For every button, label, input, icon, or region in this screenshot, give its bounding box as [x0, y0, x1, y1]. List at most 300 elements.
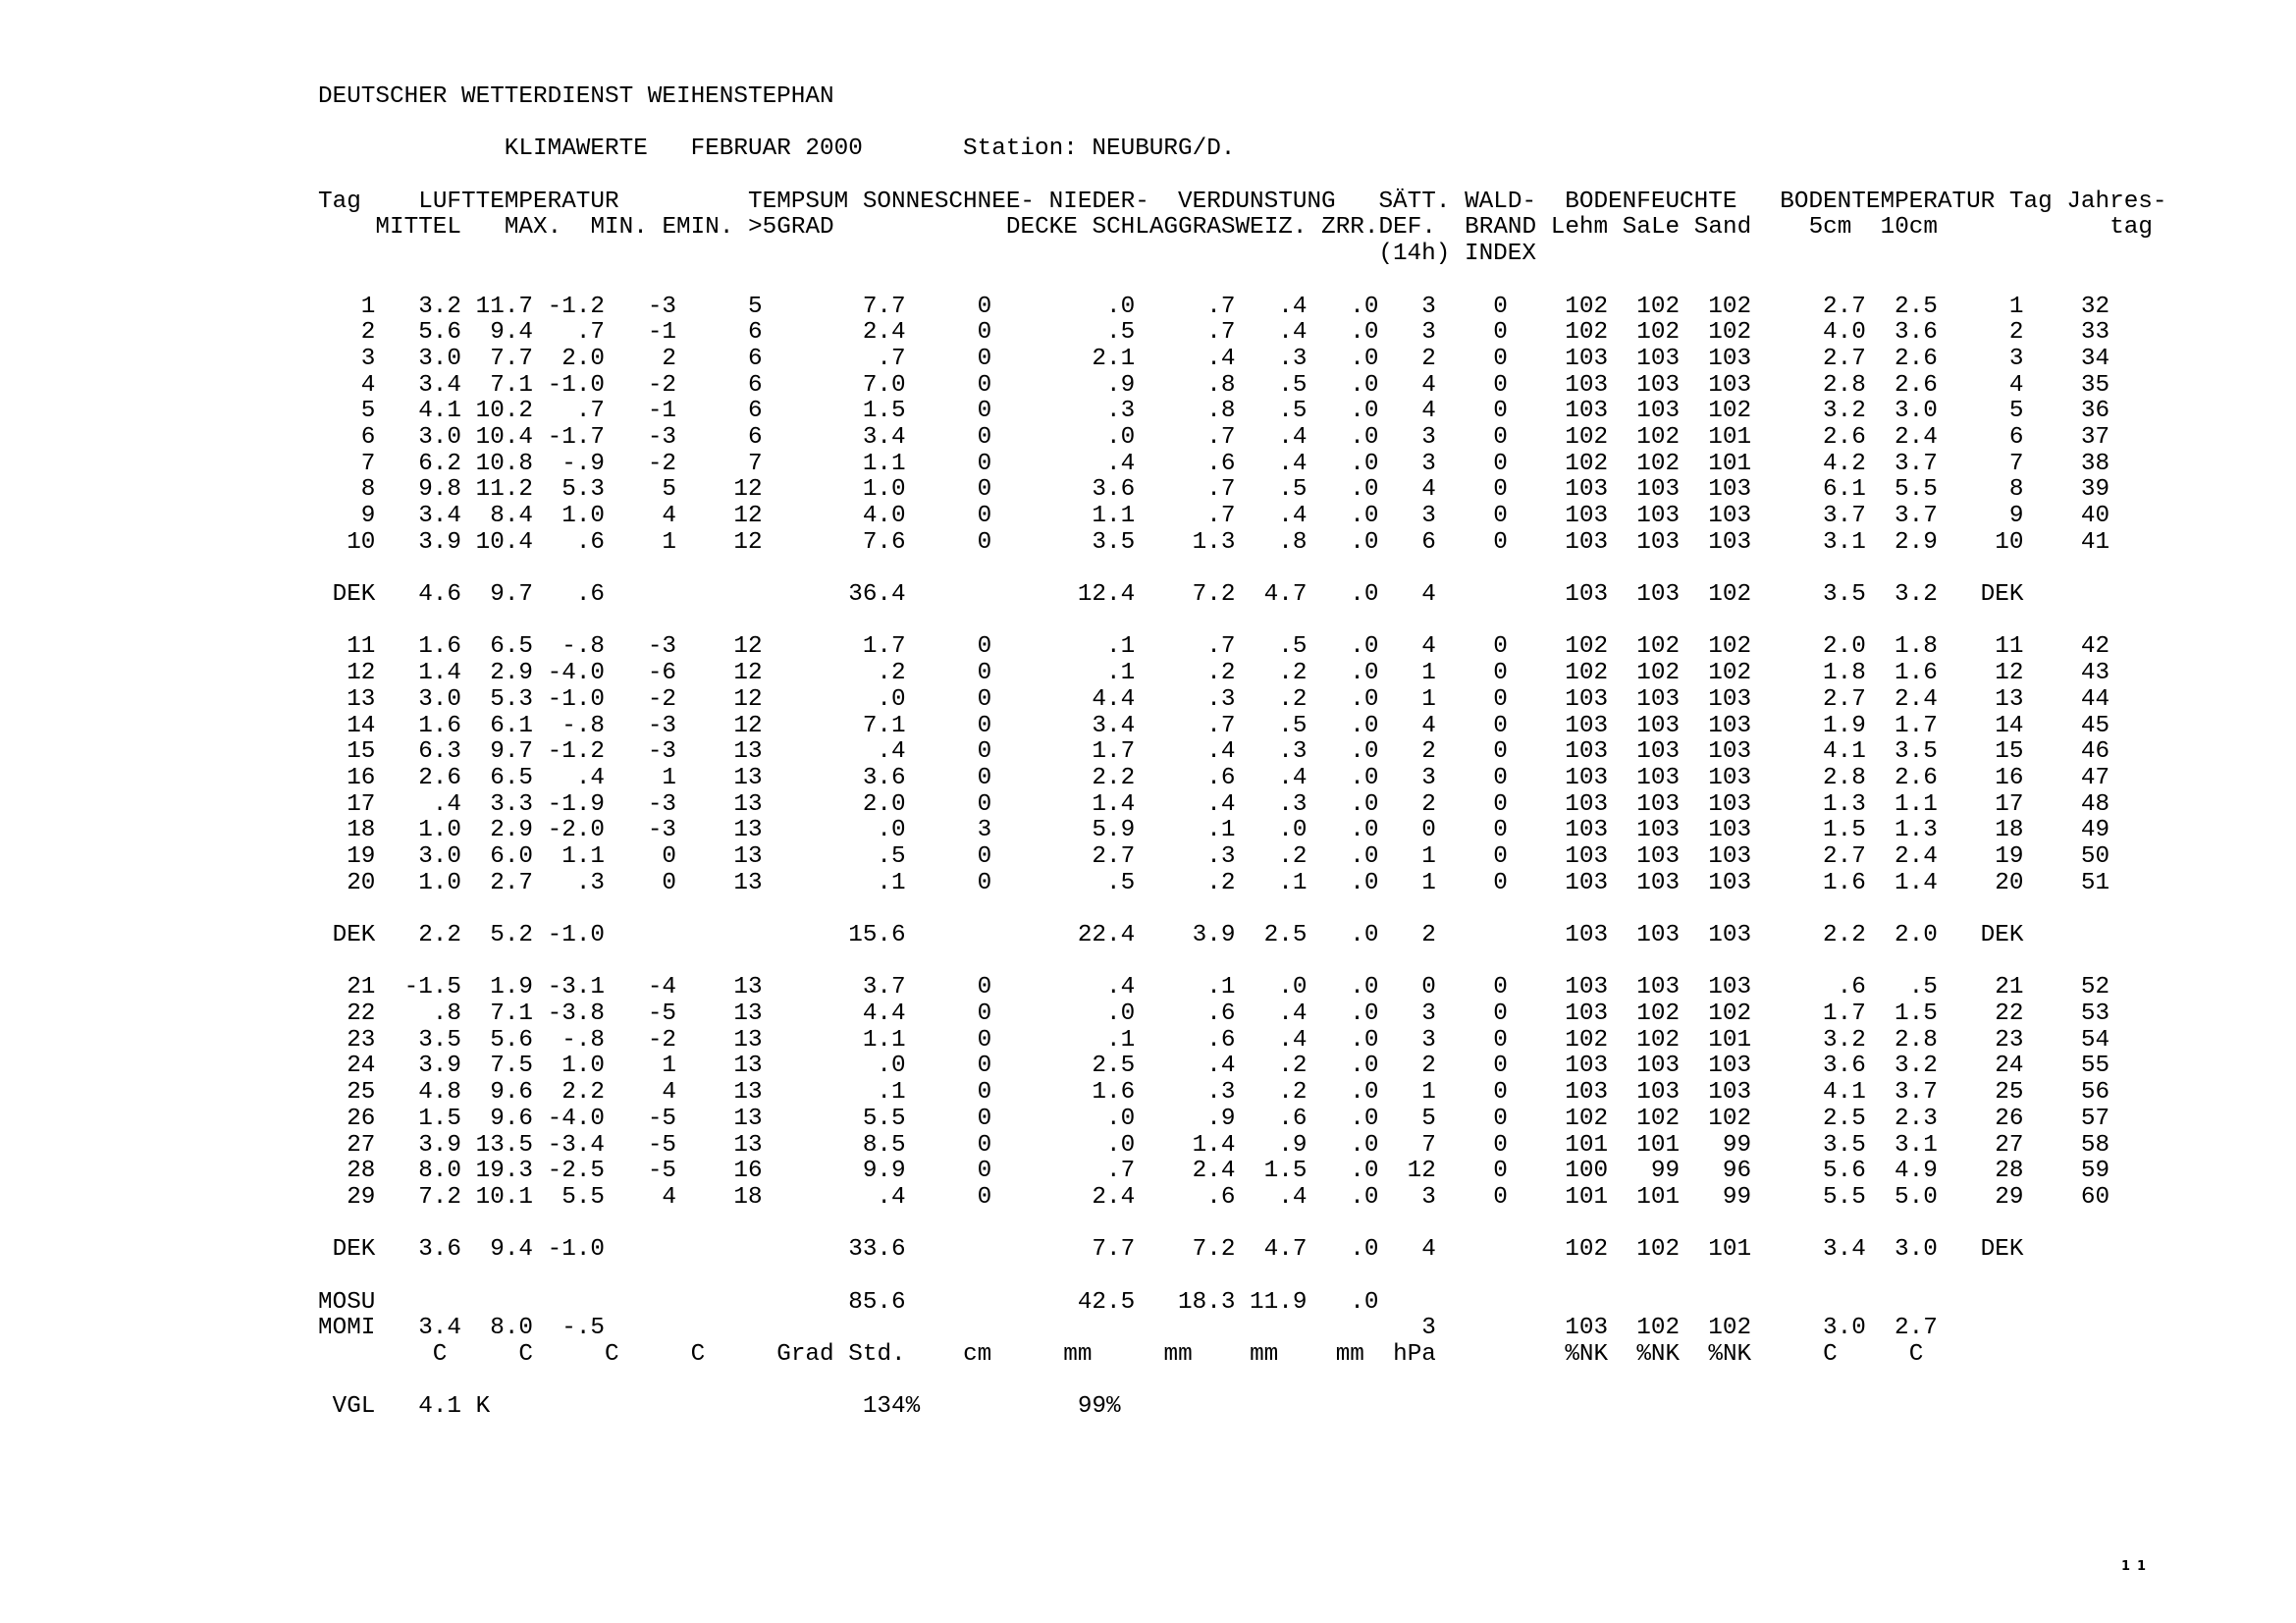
cell-saett-def-14h: 3 [1378, 1183, 1436, 1211]
cell-tag-wdh: DEK [1937, 581, 2024, 609]
cell-verdunstung-gras: .3 [1135, 1079, 1236, 1107]
cell-tempsum-5grad: 13 [676, 1131, 763, 1159]
cell-verdunstung-gras: .2 [1135, 660, 1236, 687]
cell-tag: 6 [318, 423, 376, 451]
cell-tempsum-5grad: 13 [676, 790, 763, 818]
cell-lufttemp-min: -.8 [533, 712, 606, 739]
cell-tempsum-5grad: 6 [676, 423, 763, 451]
cell-bodenfeuchte-sand: 103 [1680, 345, 1752, 372]
cell-verdunstung-weiz: .2 [1235, 685, 1308, 713]
cell-lufttemp-mittel: .4 [375, 790, 462, 818]
cell-bodentemp-10cm: 3.0 [1865, 398, 1938, 425]
blank-line [318, 268, 2167, 295]
table-row-day-4 [318, 373, 2167, 400]
table-row-day-22 [318, 1001, 2167, 1028]
cell-bodentemp-10cm: 1.8 [1865, 633, 1938, 661]
cell-niederschlag: .0 [991, 1105, 1136, 1132]
cell-lufttemp-emin: -2 [605, 450, 677, 477]
cell-tempsum-5grad: 12 [676, 685, 763, 713]
cell-verdunstung-gras: .6 [1135, 1026, 1236, 1054]
cell-verdunstung-zrr: .0 [1307, 476, 1379, 504]
cell-lufttemp-min: .3 [533, 869, 606, 896]
blank-line [318, 556, 2167, 582]
cell-lufttemp-emin [605, 922, 676, 948]
cell-sonne: 33.6 [762, 1236, 906, 1264]
cell-verdunstung-weiz: .2 [1235, 1079, 1308, 1107]
cell-lufttemp-min: -4.0 [533, 1105, 606, 1132]
cell-tempsum-5grad: 6 [676, 371, 763, 399]
vgl-label: VGL [332, 1393, 376, 1421]
cell-bodentemp-10cm: 1.6 [1865, 660, 1938, 687]
cell-bodenfeuchte-lehm: 103 [1507, 842, 1609, 870]
cell-schneedecke: 0 [905, 398, 992, 425]
cell-verdunstung-weiz: .4 [1235, 423, 1308, 451]
cell-bodentemp-10cm: 3.7 [1865, 1079, 1938, 1107]
cell-verdunstung-weiz: .9 [1235, 1131, 1308, 1159]
cell-tag-wdh: 19 [1937, 842, 2024, 870]
cell-lufttemp-min: -.8 [533, 633, 606, 661]
cell-saett-def-14h: 4 [1378, 371, 1436, 399]
cell-tag-wdh: 12 [1937, 660, 2024, 687]
cell-bodentemp-5cm: 3.2 [1751, 1026, 1866, 1054]
cell-schneedecke: 0 [905, 1105, 992, 1132]
cell-bodentemp-5cm: 3.5 [1751, 1131, 1866, 1159]
cell-tag: 9 [318, 503, 376, 529]
cell-verdunstung-zrr: .0 [1307, 633, 1379, 661]
cell-verdunstung-weiz: .4 [1235, 503, 1308, 529]
cell-niederschlag: 3.5 [991, 528, 1136, 556]
unit-15: C [1823, 1341, 1838, 1368]
cell-verdunstung-zrr: .0 [1307, 1105, 1379, 1132]
cell-lufttemp-max: 6.5 [461, 633, 534, 661]
cell-niederschlag: 1.4 [991, 790, 1136, 818]
cell-waldbrand-index: 0 [1435, 633, 1508, 661]
cell-verdunstung-zrr: .0 [1307, 1079, 1379, 1107]
cell-bodenfeuchte-sand: 102 [1680, 1315, 1752, 1342]
cell-bodenfeuchte-sand: 101 [1680, 1026, 1752, 1054]
cell-bodenfeuchte-sand: 103 [1680, 1053, 1752, 1080]
cell-bodenfeuchte-lehm: 103 [1507, 1079, 1609, 1107]
colgroup-8: WALD- [1465, 188, 1537, 215]
cell-tag: 25 [318, 1079, 376, 1107]
unit-10: mm [1335, 1341, 1364, 1368]
cell-bodentemp-5cm: 2.0 [1751, 633, 1866, 661]
cell-lufttemp-emin: -6 [605, 660, 677, 687]
cell-saett-def-14h: 3 [1378, 1315, 1436, 1342]
cell-lufttemp-emin: 4 [605, 503, 677, 529]
cell-bodenfeuchte-lehm: 103 [1507, 738, 1609, 766]
cell-tempsum-5grad: 13 [676, 1053, 763, 1080]
cell-jahrestag: 32 [2023, 293, 2110, 320]
cell-lufttemp-mittel: 1.5 [375, 1105, 462, 1132]
subcol-11: BRAND [1465, 214, 1537, 242]
cell-waldbrand-index: 0 [1435, 319, 1508, 347]
cell-schneedecke: 0 [905, 371, 992, 399]
cell-schneedecke: 0 [905, 712, 992, 739]
cell-verdunstung-weiz: .4 [1235, 293, 1308, 320]
cell-tempsum-5grad: 6 [676, 398, 763, 425]
cell-lufttemp-mittel: 4.8 [375, 1079, 462, 1107]
colgroup-12: Jahres- [2066, 188, 2167, 215]
cell-niederschlag: .1 [991, 660, 1136, 687]
cell-niederschlag: .0 [991, 1131, 1136, 1159]
letterhead-text: DEUTSCHER WETTERDIENST WEIHENSTEPHAN [318, 83, 834, 110]
cell-tag-wdh: 5 [1937, 398, 2024, 425]
cell-tag-wdh: DEK [1937, 1236, 2024, 1264]
cell-lufttemp-min: -4.0 [533, 660, 606, 687]
cell-verdunstung-weiz: .3 [1235, 738, 1308, 766]
cell-waldbrand-index: 0 [1435, 1053, 1508, 1080]
cell-bodentemp-5cm: 1.7 [1751, 1001, 1866, 1028]
cell-jahrestag: 56 [2023, 1079, 2110, 1107]
cell-verdunstung-gras: .7 [1135, 319, 1236, 347]
colgroup-7: SÄTT. [1378, 188, 1451, 215]
cell-tempsum-5grad [676, 1315, 763, 1341]
colgroup-5: NIEDER- [1048, 188, 1149, 215]
cell-tag-wdh: 17 [1937, 790, 2024, 818]
cell-jahrestag: 55 [2023, 1053, 2110, 1080]
cell-tag-wdh: 1 [1937, 293, 2024, 320]
cell-lufttemp-max: 7.1 [461, 1001, 534, 1028]
cell-sonne [763, 1315, 906, 1341]
cell-bodenfeuchte-sale: 103 [1608, 503, 1681, 529]
blank-line [318, 163, 2167, 189]
cell-verdunstung-gras: .7 [1135, 293, 1236, 320]
cell-schneedecke: 0 [905, 503, 992, 529]
cell-bodenfeuchte-sale [1608, 1289, 1680, 1316]
colgroup-1: LUFTTEMPERATUR [418, 188, 619, 215]
cell-jahrestag: 59 [2023, 1158, 2110, 1185]
cell-niederschlag: 2.2 [991, 764, 1136, 791]
cell-tempsum-5grad: 5 [676, 293, 763, 320]
cell-verdunstung-weiz: .5 [1235, 633, 1308, 661]
cell-saett-def-14h: 3 [1378, 503, 1436, 529]
cell-waldbrand-index: 0 [1435, 503, 1508, 529]
cell-verdunstung-zrr: .0 [1307, 503, 1379, 529]
cell-waldbrand-index: 0 [1435, 738, 1508, 766]
cell-bodentemp-5cm: 2.7 [1751, 842, 1866, 870]
cell-tempsum-5grad [676, 922, 763, 948]
table-row-day-25 [318, 1080, 2167, 1107]
unit-13: %NK [1636, 1341, 1681, 1368]
cell-bodenfeuchte-lehm: 103 [1507, 685, 1609, 713]
cell-niederschlag: 1.6 [991, 1079, 1136, 1107]
cell-jahrestag: 44 [2023, 685, 2110, 713]
cell-bodentemp-5cm: 4.1 [1751, 738, 1866, 766]
table-row-day-15 [318, 739, 2167, 766]
cell-sonne: .4 [762, 738, 906, 766]
cell-niederschlag: 2.5 [991, 1053, 1136, 1080]
cell-bodenfeuchte-sand: 103 [1680, 528, 1752, 556]
unit-8: mm [1163, 1341, 1193, 1368]
subcol-3: EMIN. [662, 214, 734, 242]
cell-verdunstung-zrr: .0 [1307, 450, 1379, 477]
cell-lufttemp-max: 9.7 [461, 738, 534, 766]
cell-verdunstung-zrr: .0 [1307, 1158, 1379, 1185]
cell-verdunstung-gras: .7 [1135, 633, 1236, 661]
subcol-9: ZRR. [1321, 214, 1379, 242]
subcol-7: GRAS [1178, 214, 1236, 242]
cell-verdunstung-weiz: .4 [1235, 1026, 1308, 1054]
unit-16: C [1908, 1341, 1924, 1368]
cell-verdunstung-zrr: .0 [1307, 869, 1379, 896]
cell-verdunstung-weiz: .3 [1235, 790, 1308, 818]
cell-verdunstung-gras: .2 [1135, 869, 1236, 896]
table-row-day-17 [318, 792, 2167, 819]
cell-verdunstung-gras: .4 [1135, 345, 1236, 372]
cell-verdunstung-gras: .7 [1135, 712, 1236, 739]
cell-bodenfeuchte-lehm: 102 [1507, 1105, 1609, 1132]
cell-verdunstung-zrr [1307, 1315, 1378, 1341]
cell-bodentemp-10cm: 5.0 [1865, 1183, 1938, 1211]
cell-jahrestag: 54 [2023, 1026, 2110, 1054]
cell-bodenfeuchte-lehm [1508, 1289, 1608, 1316]
cell-lufttemp-min: .7 [533, 398, 606, 425]
cell-lufttemp-max: 5.3 [461, 685, 534, 713]
cell-verdunstung-zrr: .0 [1307, 1183, 1379, 1211]
cell-tempsum-5grad: 13 [676, 1105, 763, 1132]
cell-tempsum-5grad: 13 [676, 738, 763, 766]
cell-bodenfeuchte-lehm: 103 [1507, 790, 1609, 818]
cell-bodenfeuchte-lehm: 103 [1507, 974, 1609, 1001]
cell-lufttemp-emin: 5 [605, 476, 677, 504]
table-row-day-16 [318, 766, 2167, 792]
cell-bodentemp-5cm: 1.6 [1751, 869, 1866, 896]
cell-verdunstung-weiz: .1 [1235, 869, 1308, 896]
table-row-day-5 [318, 399, 2167, 425]
cell-tag-wdh: 20 [1937, 869, 2024, 896]
cell-bodenfeuchte-sale: 99 [1608, 1158, 1681, 1185]
cell-waldbrand-index: 0 [1435, 293, 1508, 320]
cell-bodenfeuchte-sale: 101 [1608, 1131, 1681, 1159]
cell-lufttemp-max: 13.5 [461, 1131, 534, 1159]
cell-bodentemp-5cm: 6.1 [1751, 476, 1866, 504]
cell-schneedecke: 0 [905, 293, 992, 320]
unit-3: C [690, 1341, 706, 1368]
cell-schneedecke: 0 [905, 319, 992, 347]
cell-saett-def-14h: 3 [1378, 450, 1436, 477]
cell-sonne: .0 [762, 1053, 906, 1080]
cell-tag: 1 [318, 293, 376, 320]
cell-verdunstung-zrr: .0 [1307, 398, 1379, 425]
cell-bodenfeuchte-sand: 103 [1680, 685, 1752, 713]
cell-tempsum-5grad: 6 [676, 319, 763, 347]
cell-jahrestag [2023, 1236, 2109, 1263]
cell-lufttemp-mittel: 3.9 [375, 528, 462, 556]
cell-schneedecke: 0 [905, 1053, 992, 1080]
unit-11: hPa [1393, 1341, 1436, 1368]
cell-bodenfeuchte-sale: 103 [1608, 398, 1681, 425]
cell-saett-def-14h: 4 [1378, 1236, 1436, 1264]
table-row-day-14 [318, 714, 2167, 740]
cell-jahrestag [2023, 1315, 2109, 1341]
cell-bodenfeuchte-sand: 103 [1680, 371, 1752, 399]
table-row-day-8 [318, 477, 2167, 504]
cell-lufttemp-emin: -5 [605, 1131, 677, 1159]
cell-lufttemp-max: 9.6 [461, 1105, 534, 1132]
cell-niederschlag: 2.7 [991, 842, 1136, 870]
cell-waldbrand-index: 0 [1435, 1158, 1508, 1185]
colgroup-2: TEMPSUM [748, 188, 849, 215]
cell-lufttemp-mittel: 3.0 [375, 423, 462, 451]
cell-verdunstung-weiz: .4 [1235, 1183, 1308, 1211]
cell-bodenfeuchte-lehm: 103 [1507, 581, 1609, 609]
cell-tempsum-5grad: 12 [676, 633, 763, 661]
cell-sonne: 1.7 [762, 633, 906, 661]
cell-niederschlag: 22.4 [991, 922, 1136, 948]
cell-lufttemp-max: 5.6 [461, 1026, 534, 1054]
cell-bodenfeuchte-sale: 102 [1608, 423, 1681, 451]
cell-tag-wdh: 11 [1937, 633, 2024, 661]
cell-bodentemp-5cm: 2.8 [1751, 371, 1866, 399]
cell-waldbrand-index: 0 [1435, 476, 1508, 504]
cell-lufttemp-min: -3.8 [533, 1001, 606, 1028]
cell-tag: 16 [318, 764, 376, 791]
table-header-groups [318, 189, 2167, 216]
cell-verdunstung-weiz: .2 [1235, 842, 1308, 870]
cell-bodentemp-5cm: 3.6 [1751, 1053, 1866, 1080]
cell-tag: 10 [318, 528, 376, 556]
cell-lufttemp-emin: -3 [605, 738, 677, 766]
cell-bodentemp-5cm: 5.5 [1751, 1183, 1866, 1211]
cell-verdunstung-weiz: .6 [1235, 1105, 1308, 1132]
cell-jahrestag: 40 [2023, 503, 2110, 529]
cell-tag: MOSU [318, 1288, 376, 1316]
cell-lufttemp-emin: -5 [605, 1158, 677, 1185]
table-row-day-21 [318, 975, 2167, 1001]
cell-lufttemp-emin: -3 [605, 790, 677, 818]
cell-bodenfeuchte-sand [1680, 1289, 1751, 1316]
cell-verdunstung-weiz: .0 [1235, 817, 1308, 844]
cell-lufttemp-max: 8.0 [461, 1315, 534, 1342]
cell-bodentemp-10cm: 2.9 [1865, 528, 1938, 556]
cell-lufttemp-mittel: 3.6 [375, 1236, 462, 1264]
cell-tag-wdh: 13 [1937, 685, 2024, 713]
cell-niederschlag: 2.4 [991, 1183, 1136, 1211]
cell-niederschlag: .1 [991, 1026, 1136, 1054]
cell-tag: DEK [318, 1236, 376, 1264]
report-name: KLIMAWERTE [504, 135, 648, 163]
cell-lufttemp-min: -1.2 [533, 293, 606, 320]
cell-bodenfeuchte-sand: 101 [1680, 450, 1752, 477]
cell-jahrestag [2023, 581, 2109, 608]
cell-sonne: 1.1 [762, 450, 906, 477]
subcol-0: MITTEL [375, 214, 462, 242]
cell-tag: 22 [318, 1001, 376, 1028]
cell-schneedecke: 0 [905, 1183, 992, 1211]
cell-lufttemp-mittel [375, 1289, 461, 1316]
cell-verdunstung-zrr: .0 [1307, 371, 1379, 399]
cell-bodenfeuchte-sand: 102 [1680, 319, 1752, 347]
cell-waldbrand-index: 0 [1435, 1131, 1508, 1159]
cell-tag-wdh: DEK [1937, 922, 2024, 948]
cell-lufttemp-mittel: 3.4 [375, 503, 462, 529]
cell-niederschlag: 1.1 [991, 503, 1136, 529]
cell-bodentemp-10cm: 2.0 [1865, 922, 1938, 948]
cell-bodenfeuchte-sale: 102 [1608, 1105, 1681, 1132]
cell-tempsum-5grad: 13 [676, 974, 763, 1001]
cell-verdunstung-gras: 7.2 [1135, 1236, 1236, 1264]
cell-lufttemp-min: .4 [533, 764, 606, 791]
cell-lufttemp-mittel: 3.9 [375, 1053, 462, 1080]
cell-bodentemp-5cm: 2.7 [1751, 293, 1866, 320]
cell-saett-def-14h: 4 [1378, 712, 1436, 739]
cell-waldbrand-index: 0 [1435, 450, 1508, 477]
cell-tempsum-5grad: 12 [676, 476, 763, 504]
cell-waldbrand-index: 0 [1435, 371, 1508, 399]
cell-sonne: .7 [762, 345, 906, 372]
cell-bodentemp-10cm: 3.1 [1865, 1131, 1938, 1159]
cell-bodenfeuchte-lehm: 101 [1507, 1183, 1609, 1211]
cell-tag: 20 [318, 869, 376, 896]
cell-bodenfeuchte-lehm: 102 [1507, 660, 1609, 687]
cell-bodentemp-5cm: 3.5 [1751, 581, 1866, 609]
cell-saett-def-14h [1378, 1289, 1435, 1316]
table-row-day-2 [318, 320, 2167, 347]
cell-lufttemp-min: 1.0 [533, 1053, 606, 1080]
cell-saett-def-14h: 6 [1378, 528, 1436, 556]
cell-lufttemp-emin: -1 [605, 319, 677, 347]
cell-schneedecke [906, 922, 992, 948]
cell-sonne: .2 [762, 660, 906, 687]
cell-bodentemp-10cm: 3.7 [1865, 503, 1938, 529]
cell-tempsum-5grad: 13 [676, 764, 763, 791]
cell-bodenfeuchte-sand: 103 [1680, 842, 1752, 870]
cell-saett-def-14h: 5 [1378, 1105, 1436, 1132]
cell-verdunstung-weiz: .5 [1235, 398, 1308, 425]
table-row-day-11 [318, 634, 2167, 661]
cell-tag-wdh: 2 [1937, 319, 2024, 347]
cell-bodenfeuchte-lehm: 103 [1507, 817, 1609, 844]
cell-niederschlag: .0 [991, 293, 1136, 320]
cell-bodenfeuchte-sand: 102 [1680, 660, 1752, 687]
cell-niederschlag: .0 [991, 1001, 1136, 1028]
cell-tempsum-5grad: 12 [676, 528, 763, 556]
cell-tag-wdh: 25 [1937, 1079, 2024, 1107]
cell-waldbrand-index: 0 [1435, 345, 1508, 372]
cell-tag-wdh: 16 [1937, 764, 2024, 791]
cell-lufttemp-min: -3.1 [533, 974, 606, 1001]
subcol-2: MIN. [590, 214, 648, 242]
cell-bodenfeuchte-lehm: 102 [1507, 450, 1609, 477]
cell-bodentemp-5cm: 3.2 [1751, 398, 1866, 425]
cell-sonne: .4 [762, 1183, 906, 1211]
table-row-day-18 [318, 818, 2167, 844]
cell-saett-def-14h: 3 [1378, 423, 1436, 451]
subcol-12: Lehm [1550, 214, 1609, 242]
cell-verdunstung-gras [1135, 1315, 1235, 1341]
cell-jahrestag: 48 [2023, 790, 2110, 818]
colgroup-3: SONNE [862, 188, 934, 215]
unit-7: mm [1063, 1341, 1093, 1368]
cell-verdunstung-zrr: .0 [1307, 1001, 1379, 1028]
cell-lufttemp-mittel: 1.6 [375, 712, 462, 739]
blank-line [318, 1212, 2167, 1238]
cell-verdunstung-zrr: .0 [1307, 712, 1379, 739]
cell-lufttemp-mittel: 3.0 [375, 345, 462, 372]
cell-bodenfeuchte-sand: 103 [1680, 922, 1752, 948]
cell-niederschlag: .1 [991, 633, 1136, 661]
cell-bodenfeuchte-sale: 102 [1608, 1236, 1681, 1264]
cell-bodenfeuchte-sand: 101 [1680, 423, 1752, 451]
cell-sonne: 8.5 [762, 1131, 906, 1159]
cell-lufttemp-min: -2.0 [533, 817, 606, 844]
cell-sonne: 3.7 [762, 974, 906, 1001]
cell-saett-def-14h: 4 [1378, 633, 1436, 661]
cell-bodentemp-10cm: 3.7 [1865, 450, 1938, 477]
cell-lufttemp-mittel: 6.3 [375, 738, 462, 766]
cell-lufttemp-max: 6.1 [461, 712, 534, 739]
